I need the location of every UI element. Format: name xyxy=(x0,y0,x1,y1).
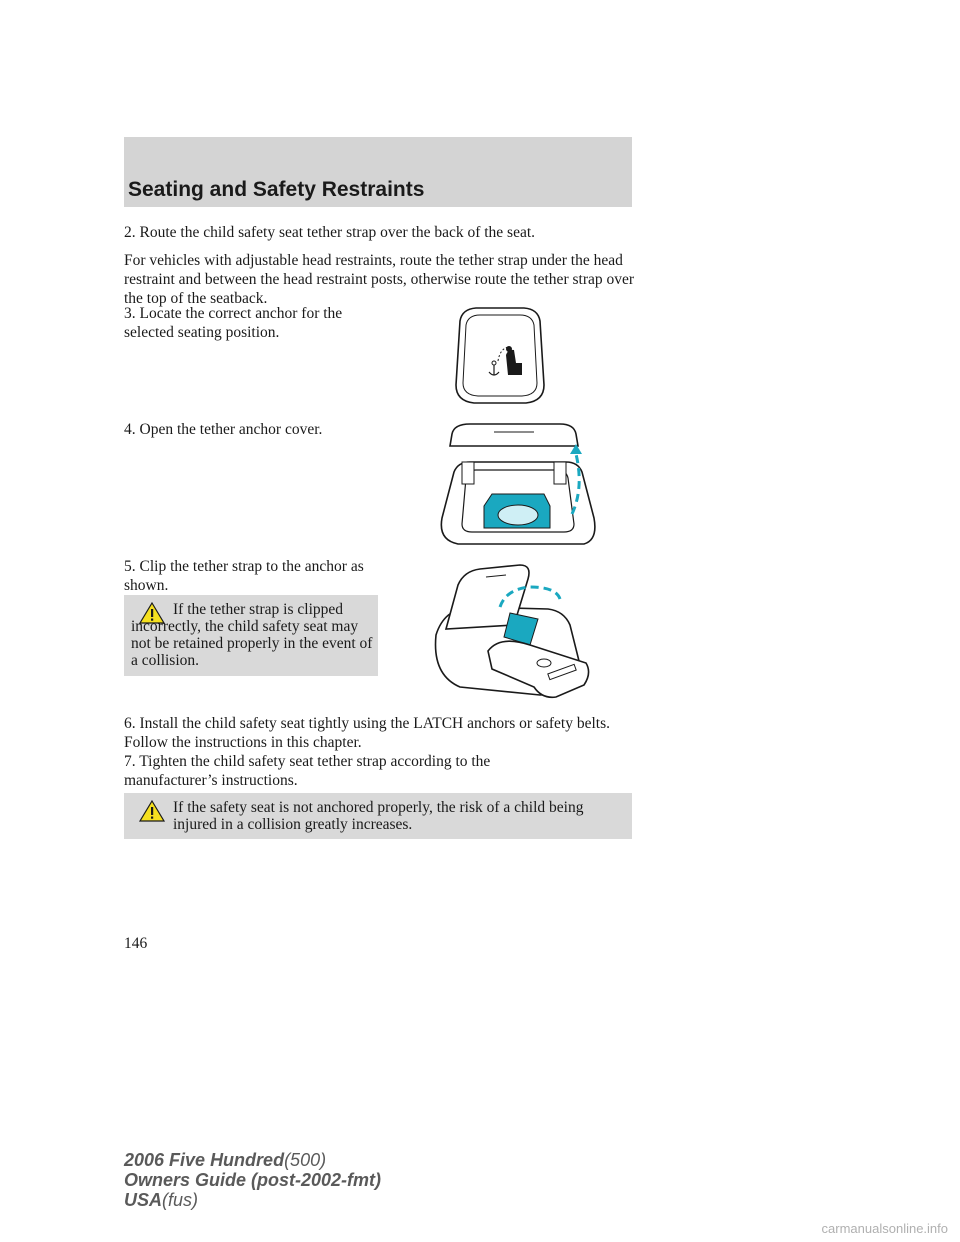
footer-model: 2006 Five Hundred xyxy=(124,1150,285,1170)
footer-market-code: (fus) xyxy=(162,1190,199,1210)
clip-strap-figure xyxy=(430,555,592,705)
page-number: 146 xyxy=(124,935,148,952)
footer-model-code: (500) xyxy=(284,1150,327,1170)
warning-text-2: If the safety seat is not anchored properly, the risk of a child being injured in a collision greatly increases. xyxy=(173,799,584,833)
warning-text-1: If the tether strap is clipped incorrectly, the child safety seat may not be retained properly in the event of a collision. xyxy=(131,601,373,669)
step-5: 5. Clip the tether strap to the anchor as shown. xyxy=(124,558,364,594)
footer-market: USA xyxy=(124,1190,163,1210)
section-title: Seating and Safety Restraints xyxy=(128,178,425,201)
step-7: 7. Tighten the child safety seat tether strap according to the manufacturer’s instructions. xyxy=(124,753,491,789)
open-cover-figure xyxy=(434,418,600,550)
step-4: 4. Open the tether anchor cover. xyxy=(124,421,323,438)
step-6: 6. Install the child safety seat tightly using the LATCH anchors or safety belts. Follow the instructions in this chapter. xyxy=(124,715,610,751)
warning-triangle-icon xyxy=(138,799,166,823)
document-footer xyxy=(124,1150,381,1210)
watermark: carmanualsonline.info xyxy=(821,1221,948,1236)
step-3: 3. Locate the correct anchor for the selected seating position. xyxy=(124,305,343,341)
step-2-note: For vehicles with adjustable head restraints, route the tether strap under the head restraint and between the head restraint posts, otherwise route the tether strap over the top of the seatback. xyxy=(124,252,635,307)
step-2: 2. Route the child safety seat tether strap over the back of the seat. xyxy=(124,224,536,241)
anchor-cover-figure xyxy=(452,305,548,405)
footer-guide: Owners Guide (post-2002-fmt) xyxy=(124,1170,382,1190)
